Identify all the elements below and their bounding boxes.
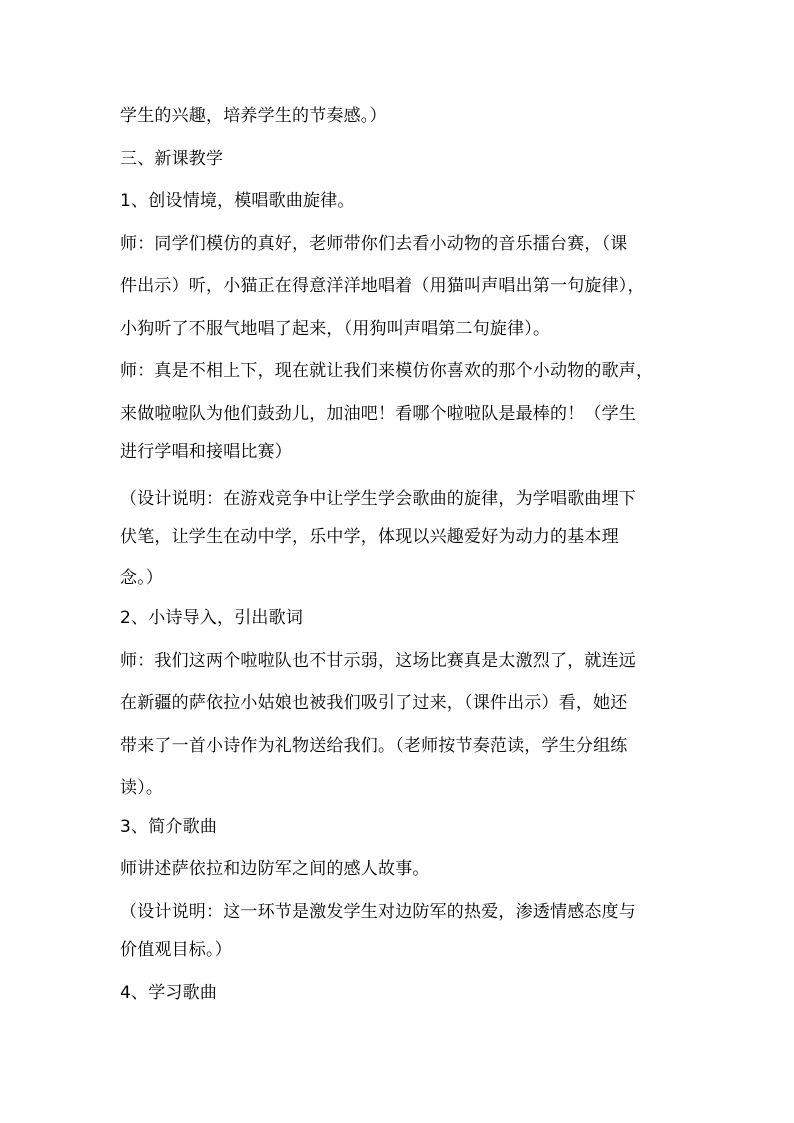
text-line: 师：我们这两个啦啦队也不甘示弱，这场比赛真是太激烈了，就连远 — [120, 651, 636, 671]
section-heading: 三、新课教学 — [120, 149, 224, 169]
text-line: 师讲述萨依拉和边防军之间的感人故事。 — [120, 859, 430, 879]
text-line: 师：同学们模仿的真好，老师带你们去看小动物的音乐擂台赛，（课 — [120, 234, 628, 254]
text-line: 念。） — [120, 568, 164, 588]
subsection-heading: 4、学习歌曲 — [120, 983, 218, 1003]
text-line: 伏笔，让学生在动中学，乐中学，体现以兴趣爱好为动力的基本理 — [120, 527, 619, 547]
text-line: 学生的兴趣，培养学生的节奏感。） — [120, 106, 387, 126]
subsection-heading: 2、小诗导入，引出歌词 — [120, 608, 304, 628]
text-line: 带来了一首小诗作为礼物送给我们。（老师按节奏范读，学生分组练 — [120, 736, 628, 756]
text-line: 件出示）听，小猫正在得意洋洋地唱着（用猫叫声唱出第一句旋律）， — [120, 276, 645, 296]
text-line: 小狗听了不服气地唱了起来，（用狗叫声唱第二句旋律）。 — [120, 319, 551, 339]
text-line: 师：真是不相上下，现在就让我们来模仿你喜欢的那个小动物的歌声， — [120, 361, 654, 381]
text-line: （设计说明：在游戏竞争中让学生学会歌曲的旋律，为学唱歌曲埋下 — [120, 489, 636, 509]
text-line: （设计说明：这一环节是激发学生对边防军的热爱，渗透情感态度与 — [120, 902, 636, 922]
text-line: 读）。 — [120, 778, 164, 798]
text-line: 进行学唱和接唱比赛） — [120, 442, 292, 462]
text-line: 来做啦啦队为他们鼓劲儿，加油吧！看哪个啦啦队是最棒的！（学生 — [120, 404, 636, 424]
subsection-heading: 1、创设情境，模唱歌曲旋律。 — [120, 191, 355, 211]
subsection-heading: 3、简介歌曲 — [120, 817, 218, 837]
text-line: 价值观目标。） — [120, 940, 232, 960]
text-line: 在新疆的萨依拉小姑娘也被我们吸引了过来，（课件出示）看，她还 — [120, 693, 628, 713]
